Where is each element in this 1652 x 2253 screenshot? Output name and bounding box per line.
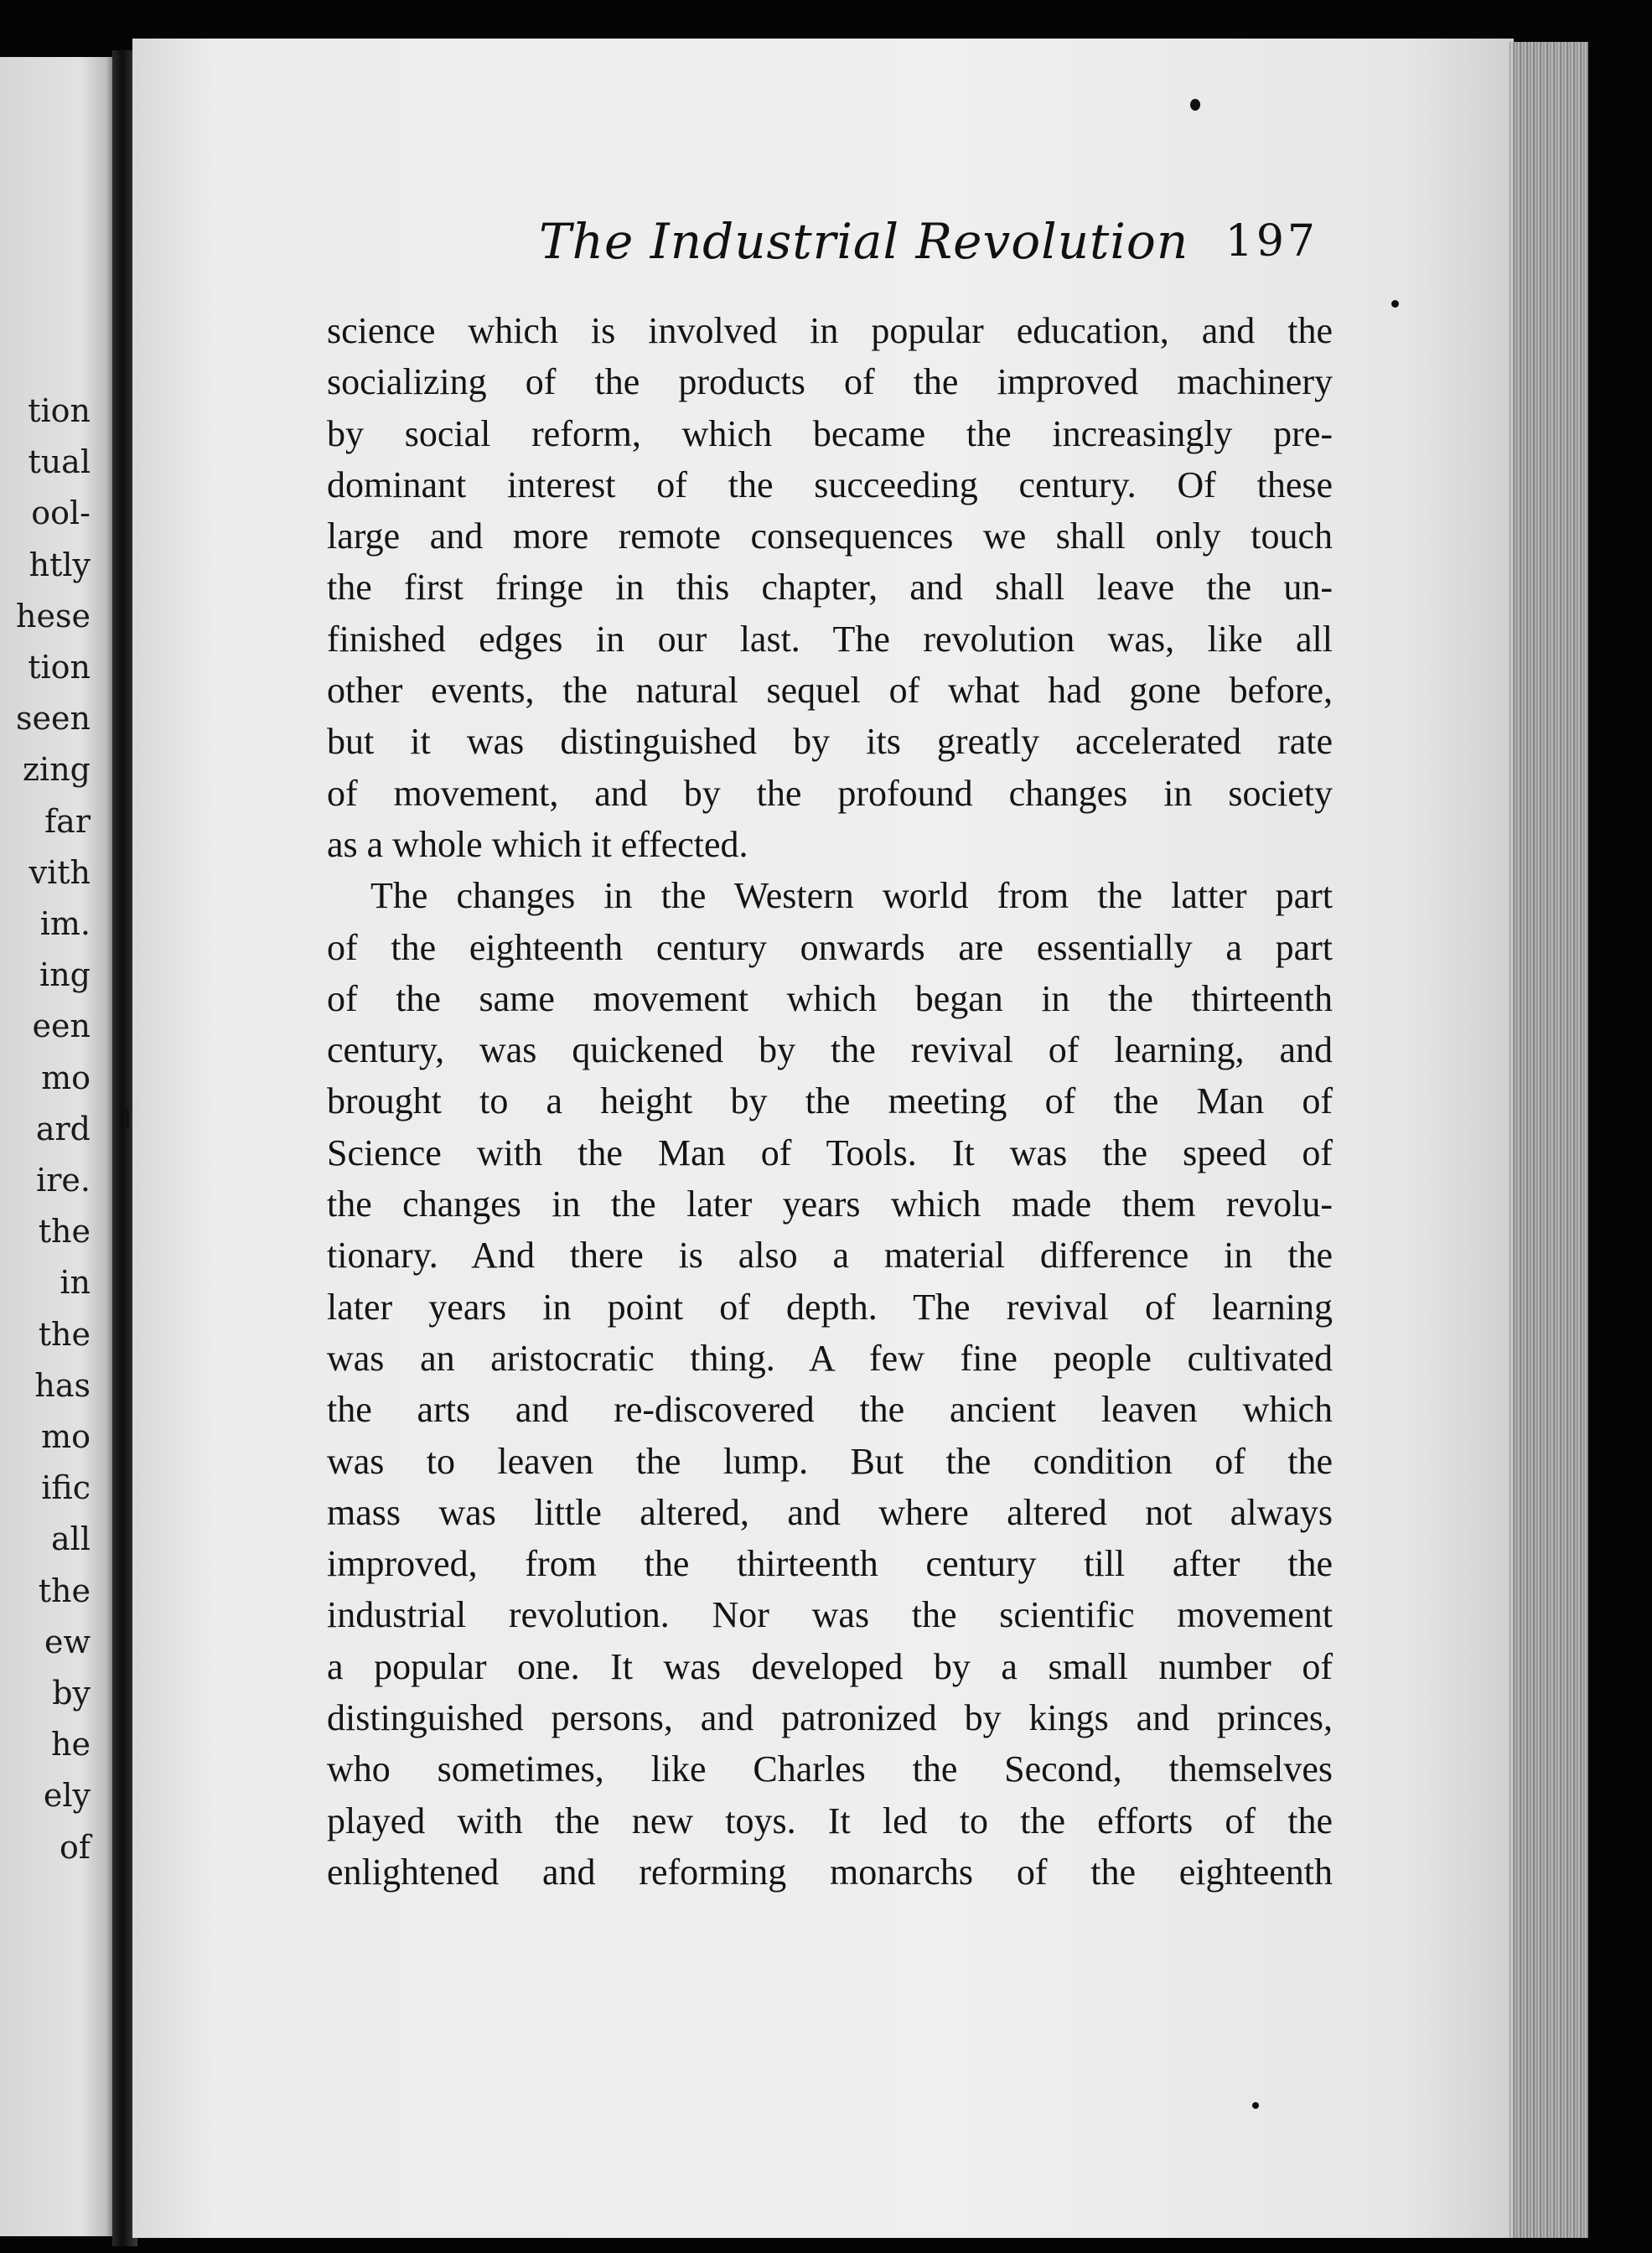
left-line-fragment: the bbox=[38, 1315, 91, 1353]
scan-speck bbox=[1252, 2102, 1259, 2109]
text-line: was an aristocratic thing. A few fine people cultivated bbox=[327, 1337, 1333, 1379]
text-line: the changes in the later years which made them revolu- bbox=[327, 1183, 1333, 1225]
left-line-fragment: ool- bbox=[31, 495, 91, 532]
left-line-fragment: tion bbox=[28, 649, 91, 686]
left-line-fragment: tion bbox=[28, 392, 91, 429]
text-line: century, was quickened by the revival of learning, and bbox=[327, 1029, 1333, 1071]
text-line: dominant interest of the succeeding century. Of these bbox=[327, 464, 1333, 505]
left-line-fragment: ire. bbox=[36, 1162, 91, 1199]
left-line-fragment: of bbox=[60, 1828, 91, 1866]
left-line-fragment: by bbox=[52, 1675, 91, 1712]
left-line-fragment: een bbox=[32, 1007, 91, 1045]
text-line: of the eighteenth century onwards are essentially a part bbox=[327, 926, 1333, 968]
body-text bbox=[327, 305, 1333, 1898]
left-line-fragment: ard bbox=[35, 1110, 91, 1147]
page-number: 197 bbox=[1225, 216, 1318, 267]
text-line: science which is involved in popular education, and the bbox=[327, 310, 1333, 351]
left-line-fragment: zing bbox=[23, 751, 91, 789]
text-line: by social reform, which became the increasingly pre- bbox=[327, 412, 1333, 454]
left-line-fragment: ely bbox=[43, 1777, 91, 1815]
text-line: mass was little altered, and where altered not always bbox=[327, 1491, 1333, 1533]
paragraph-2 bbox=[327, 870, 1333, 1898]
text-line: other events, the natural sequel of what had gone before, bbox=[327, 670, 1333, 712]
paragraph-1 bbox=[327, 305, 1333, 870]
left-line-fragment: he bbox=[51, 1726, 91, 1764]
running-title: The Industrial Revolution bbox=[539, 213, 1189, 270]
text-line: the arts and re-discovered the ancient leaven which bbox=[327, 1389, 1333, 1431]
left-line-fragment: the bbox=[38, 1213, 91, 1251]
scan-speck bbox=[124, 1110, 129, 1128]
text-line: was to leaven the lump. But the condition of the bbox=[327, 1440, 1333, 1482]
text-line: industrial revolution. Nor was the scientific movement bbox=[327, 1594, 1333, 1636]
left-line-fragment: all bbox=[51, 1520, 91, 1558]
text-line: distinguished persons, and patronized by kings and princes, bbox=[327, 1697, 1333, 1739]
text-line: improved, from the thirteenth century till after the bbox=[327, 1543, 1333, 1585]
scan-background-edge bbox=[1588, 34, 1652, 2253]
left-line-fragment: ing bbox=[39, 956, 91, 994]
left-line-fragment: far bbox=[44, 802, 91, 840]
right-page bbox=[132, 39, 1514, 2238]
left-line-fragment: the bbox=[38, 1572, 91, 1609]
left-line-fragment: seen bbox=[16, 700, 91, 738]
text-line: the first fringe in this chapter, and shall leave the un- bbox=[327, 567, 1333, 609]
left-page-text-fragments bbox=[16, 386, 91, 1873]
text-line: brought to a height by the meeting of the Man of bbox=[327, 1080, 1333, 1122]
left-line-fragment: has bbox=[34, 1366, 91, 1404]
left-line-fragment: htly bbox=[28, 546, 91, 583]
text-line: socializing of the products of the improved machinery bbox=[327, 361, 1333, 403]
left-line-fragment: mo bbox=[41, 1059, 91, 1096]
page-edges bbox=[1509, 42, 1592, 2238]
left-facing-page bbox=[0, 57, 116, 2236]
text-line: enlightened and reforming monarchs of the eighteenth bbox=[327, 1851, 1333, 1893]
left-line-fragment: mo bbox=[41, 1418, 91, 1456]
scan-speck bbox=[1391, 300, 1399, 308]
text-line: a popular one. It was developed by a small number of bbox=[327, 1645, 1333, 1687]
text-line: tionary. And there is also a material difference in the bbox=[327, 1235, 1333, 1277]
text-line: as a whole which it effected. bbox=[327, 823, 748, 865]
left-line-fragment: tual bbox=[28, 443, 91, 481]
text-line: but it was distinguished by its greatly accelerated rate bbox=[327, 721, 1333, 763]
scan-speck bbox=[1190, 99, 1200, 111]
left-line-fragment: im. bbox=[39, 905, 91, 943]
left-line-fragment: ific bbox=[41, 1469, 91, 1507]
text-line: played with the new toys. It led to the efforts of the bbox=[327, 1800, 1333, 1841]
page-header bbox=[539, 213, 1318, 280]
left-line-fragment: vith bbox=[28, 853, 91, 891]
left-line-fragment: hese bbox=[16, 597, 91, 634]
text-line: of movement, and by the profound changes in society bbox=[327, 772, 1333, 814]
left-line-fragment: in bbox=[60, 1264, 91, 1302]
text-line: of the same movement which began in the thirteenth bbox=[327, 977, 1333, 1019]
text-line: large and more remote consequences we shall only touch bbox=[327, 515, 1333, 557]
text-line: finished edges in our last. The revolution was, like all bbox=[327, 618, 1333, 660]
text-line: Science with the Man of Tools. It was the speed of bbox=[327, 1132, 1333, 1173]
left-line-fragment: ew bbox=[44, 1623, 91, 1660]
text-line: later years in point of depth. The revival of learning bbox=[327, 1286, 1333, 1328]
text-line: The changes in the Western world from the latter part bbox=[370, 875, 1333, 917]
text-line: who sometimes, like Charles the Second, themselves bbox=[327, 1748, 1333, 1790]
